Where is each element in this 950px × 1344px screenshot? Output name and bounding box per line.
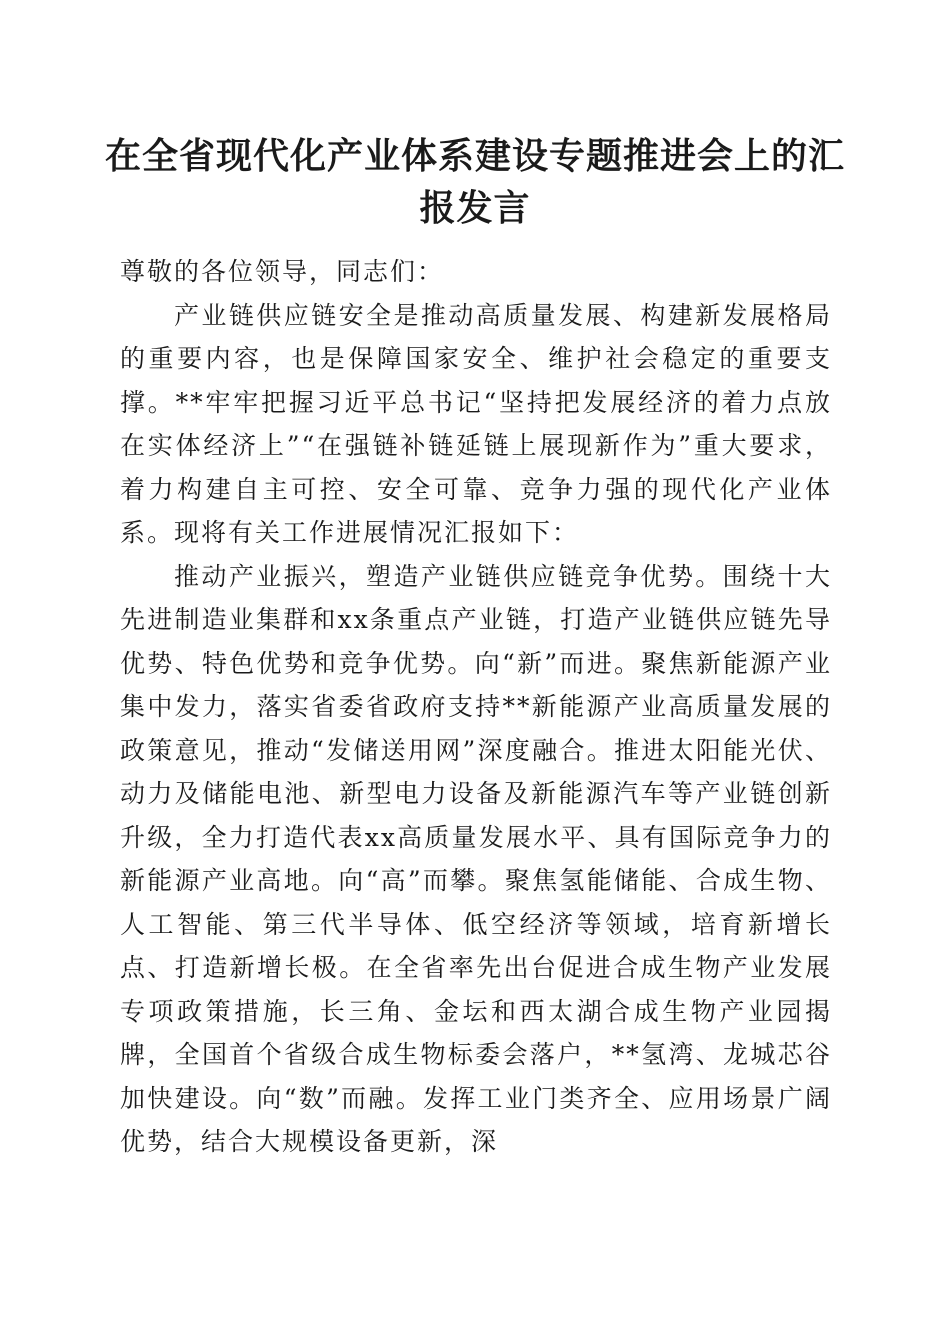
paragraph-2: 推动产业振兴，塑造产业链供应链竞争优势。围绕十大先进制造业集群和xx条重点产业链，打造产业链供应链先导优势、特色优势和竞争优势。向“新”而进。聚焦新能源产业集中发力，落实省委省政府支持**新能源产业高质量发展的政策意见，推动“发储送用网”深度融合。推进太阳能光伏、动力及储能电池、新型电力设备及新能源汽车等产业链创新升级，全力打造代表xx高质量发展水平、具有国际竞争力的新能源产业高地。向“高”而攀。聚焦氢能储能、合成生物、人工智能、第三代半导体、低空经济等领域，培育新增长点、打造新增长极。在全省率先出台促进合成生物产业发展专项政策措施，长三角、金坛和西太湖合成生物产业园揭牌，全国首个省级合成生物标委会落户，**氢湾、龙城芯谷加快建设。向“数”而融。发挥工业门类齐全、应用场景广阔优势，结合大规模设备更新，深 — [120, 561, 832, 1156]
document-title: 在全省现代化产业体系建设专题推进会上的汇报发言 — [104, 135, 845, 229]
paragraph-1: 产业链供应链安全是推动高质量发展、构建新发展格局的重要内容，也是保障国家安全、维护社会稳定的重要支撑。**牢牢把握习近平总书记“坚持把发展经济的着力点放在实体经济上”“在强链补链延链上展现新作为”重大要求，着力构建自主可控、安全可靠、竞争力强的现代化产业体系。现将有关工作进展情况汇报如下： — [120, 300, 832, 547]
greeting: 尊敬的各位领导，同志们： — [120, 257, 445, 286]
document-body — [120, 250, 832, 1164]
